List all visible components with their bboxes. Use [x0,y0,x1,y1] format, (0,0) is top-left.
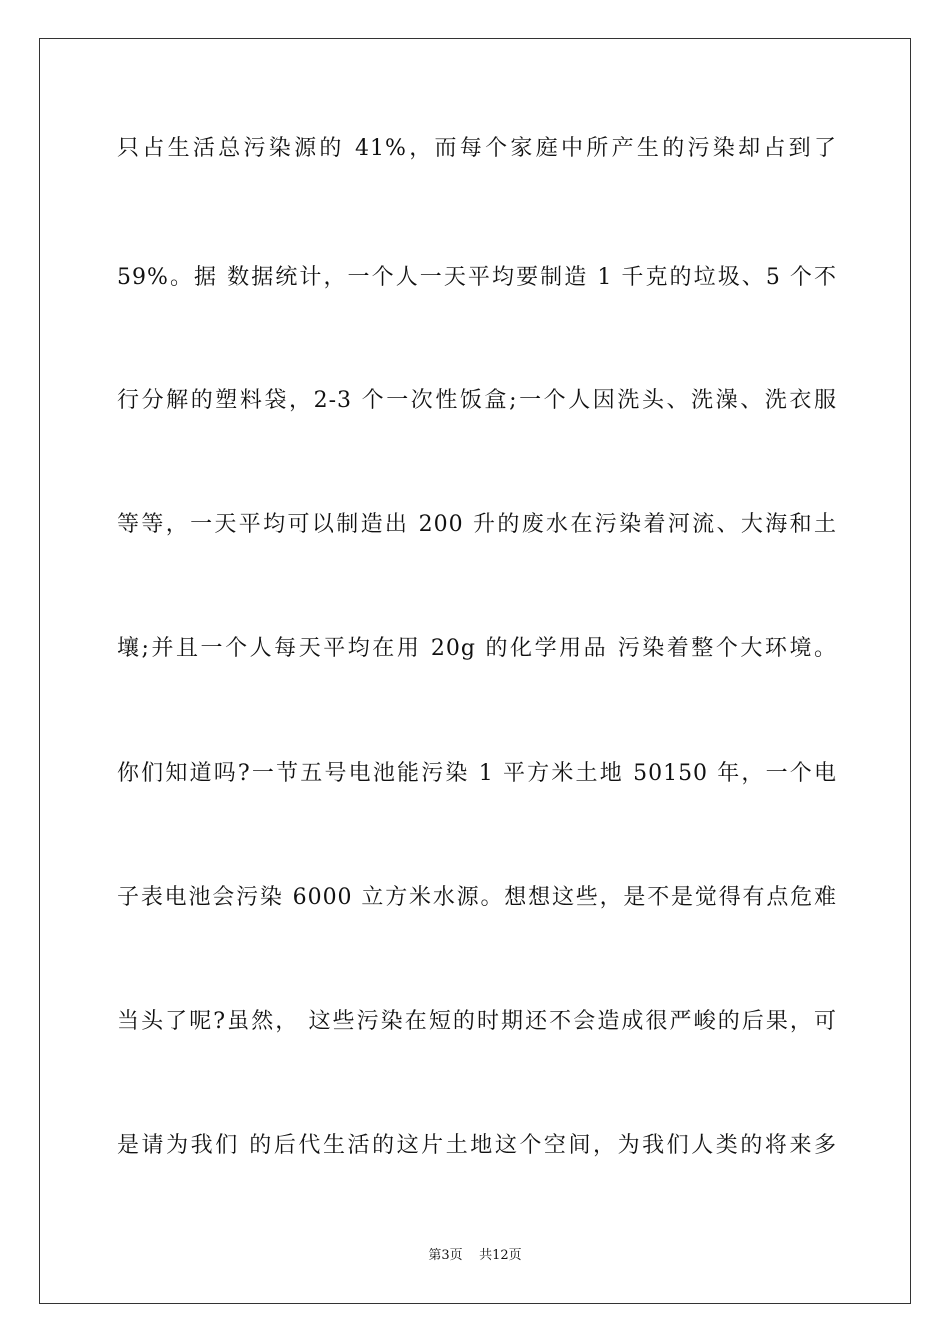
body-text-line-8: 当头了呢?虽然， 这些污染在短的时期还不会造成很严峻的后果，可 [117,1009,837,1034]
body-text-line-7: 子表电池会污染 6000 立方米水源。想想这些，是不是觉得有点危难 [117,885,837,910]
body-text-line-4: 等等，一天平均可以制造出 200 升的废水在污染着河流、大海和土 [117,512,837,537]
page-total: 共12页 [479,1248,522,1263]
body-text-line-1: 只占生活总污染源的 41%，而每个家庭中所产生的污染却占到了 [117,136,837,161]
body-text-line-6: 你们知道吗?一节五号电池能污染 1 平方米土地 50150 年，一个电 [117,761,837,786]
body-text-line-5: 壤;并且一个人每天平均在用 20g 的化学用品 污染着整个大环境。 [117,636,837,661]
body-text-line-3: 行分解的塑料袋，2-3 个一次性饭盒;一个人因洗头、洗澡、洗衣服 [117,388,837,413]
body-text-line-2: 59%。据 数据统计，一个人一天平均要制造 1 千克的垃圾、5 个不 [117,265,837,290]
page-border [39,38,911,1304]
page-number: 第3页 [428,1248,463,1263]
body-text-line-9: 是请为我们 的后代生活的这片土地这个空间，为我们人类的将来多 [117,1133,837,1158]
page-footer [0,1247,950,1265]
